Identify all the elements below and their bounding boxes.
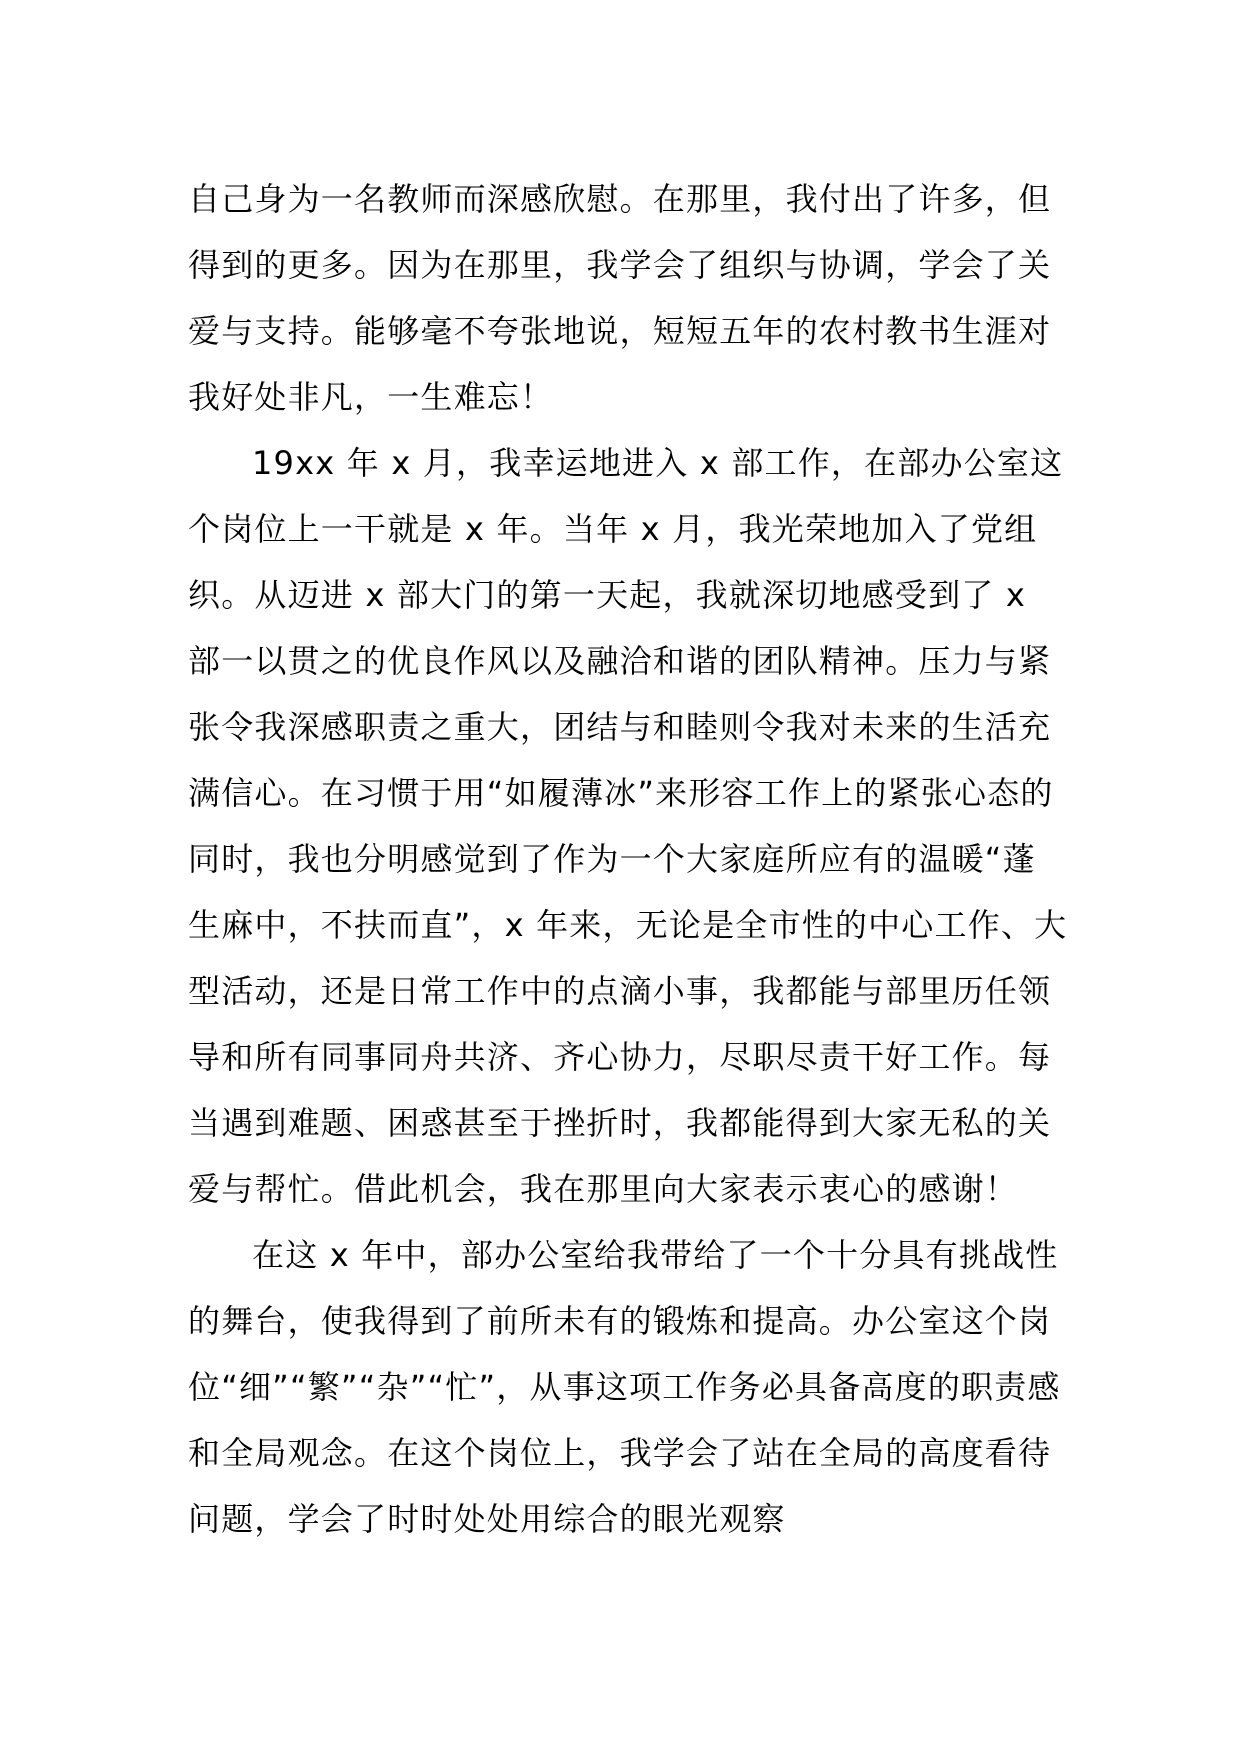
document-body [188,166,1068,1552]
paragraph-1: 自己身为一名教师而深感欣慰。在那里，我付出了许多，但得到的更多。因为在那里，我学会了组织与协调，学会了关爱与支持。能够毫不夸张地说，短短五年的农村教书生涯对我好处非凡，一生难忘！ [188,180,1052,416]
paragraph-2: 19xx 年 x 月，我幸运地进入 x 部工作，在部办公室这个岗位上一干就是 x 年。当年 x 月，我光荣地加入了党组织。从迈进 x 部大门的第一天起，我就深切地感受到了 x 部一以贯之的优良作风以及融洽和谐的团队精神。压力与紧张令我深感职责之重大，团结与和睦则令我对未来的生活充满信心。在习惯于用“如履薄冰”来形容工作上的紧张心态的同时，我也分明感觉到了作为一个大家庭所应有的温暖“蓬生麻中，不扶而直”，x 年来，无论是全市性的中心工作、大型活动，还是日常工作中的点滴小事，我都能与部里历任领导和所有同事同舟共济、齐心协力，尽职尽责干好工作。每当遇到难题、困惑甚至于挫折时，我都能得到大家无私的关爱与帮忙。借此机会，我在那里向大家表示衷心的感谢！ [188,444,1068,1208]
paragraph-3: 在这 x 年中，部办公室给我带给了一个十分具有挑战性的舞台，使我得到了前所未有的锻炼和提高。办公室这个岗位“细”“繁”“杂”“忙”，从事这项工作务必具备高度的职责感和全局观念。在这个岗位上，我学会了站在全局的高度看待问题，学会了时时处处用综合的眼光观察 [188,1236,1061,1538]
